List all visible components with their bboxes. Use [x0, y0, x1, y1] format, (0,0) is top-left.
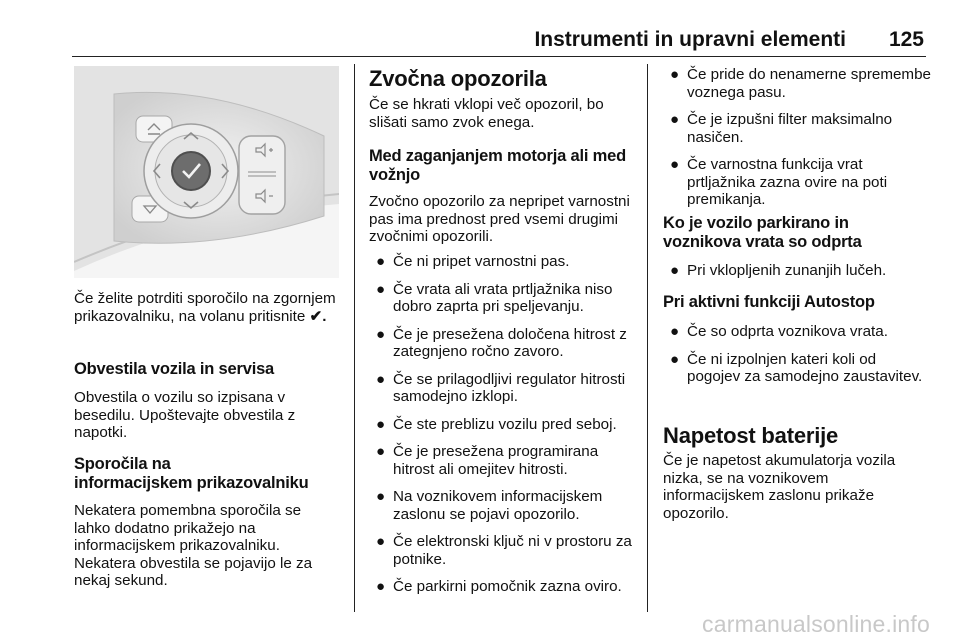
warning-conditions-list-continued: [663, 66, 933, 209]
bullet-icon: ●: [376, 280, 386, 298]
heading-info-display-messages: [74, 455, 344, 493]
list-item-text: Pri vklopljenih zunanjih lučeh.: [687, 262, 887, 279]
bullet-icon: ●: [376, 488, 386, 505]
list-item-text: Na voznikovem informacijskem zaslonu se pojavi opozorilo.: [393, 488, 603, 523]
paragraph-battery-voltage: Če je napetost akumulatorja vozila nizka, se na voznikovem informacijskem zaslonu prikaže opozorilo.: [663, 452, 896, 522]
bullet-icon: ●: [376, 370, 386, 388]
list-item: [663, 156, 933, 209]
parked-conditions-list: [663, 262, 933, 280]
heading-acoustic-warnings: Zvočna opozorila: [369, 66, 547, 91]
warning-conditions-list: [369, 253, 639, 596]
list-item: [663, 262, 933, 280]
paragraph-info-display-messages: Nekatera pomembna sporočila se lahko dodatno prikažejo na informacijskem prikazovalniku. Nekatera obvestila se pojavijo le za nekaj sekund.: [74, 502, 313, 589]
list-item: [663, 111, 933, 146]
list-item: [369, 326, 639, 361]
running-header-title: Instrumenti in upravni elementi: [534, 28, 846, 51]
bullet-icon: ●: [670, 262, 680, 279]
page-number: 125: [888, 28, 924, 51]
list-item: [369, 371, 639, 406]
heading-parked-door-open: Ko je vozilo parkirano in voznikova vrata so odprta: [663, 214, 862, 251]
bullet-icon: ●: [376, 253, 386, 270]
heading-line-1: Sporočila na: [74, 455, 171, 473]
bullet-icon: ●: [376, 533, 386, 550]
column-divider-2: [647, 64, 648, 612]
list-item: [369, 488, 639, 523]
list-item: [369, 533, 639, 568]
heading-line-2: informacijskem prikazovalniku: [74, 474, 309, 492]
list-item: [663, 66, 933, 101]
steering-wheel-controls-figure: [74, 66, 339, 278]
checkmark-symbol: ✔.: [309, 307, 327, 325]
list-item: [369, 281, 639, 316]
list-item-text: Če vrata ali vrata prtljažnika niso dobro zaprta pri speljevanju.: [393, 280, 613, 315]
bullet-icon: ●: [376, 325, 386, 343]
autostop-conditions-list: [663, 323, 933, 386]
list-item-text: Če elektronski ključ ni v prostoru za potnike.: [393, 533, 632, 568]
bullet-icon: ●: [670, 66, 680, 83]
list-item: [369, 443, 639, 478]
list-item: [369, 416, 639, 434]
paragraph-vehicle-messages: Obvestila o vozilu so izpisana v besedilu. Upoštevajte obvestila z napotki.: [74, 389, 296, 441]
watermark: carmanualsonline.info: [702, 611, 930, 637]
list-item: [663, 351, 933, 386]
header-rule: [72, 56, 926, 57]
list-item-text: Če je presežena programirana hitrost ali omejitev hitrosti.: [393, 443, 599, 478]
list-item-text: Če varnostna funkcija vrat prtljažnika zazna ovire na poti premikanja.: [687, 156, 888, 208]
list-item-text: Če so odprta voznikova vrata.: [687, 323, 888, 340]
heading-engine-start-driving: Med zaganjanjem motorja ali med vožnjo: [369, 147, 626, 184]
heading-vehicle-service-messages: Obvestila vozila in servisa: [74, 360, 275, 378]
bullet-icon: ●: [376, 415, 386, 433]
list-item: [369, 578, 639, 596]
list-item-text: Če je presežena določena hitrost z zategnjeno ročno zavoro.: [393, 325, 627, 360]
list-item: [369, 253, 639, 271]
list-item-text: Če parkirni pomočnik zazna oviro.: [393, 578, 622, 595]
steering-wheel-illustration: [74, 66, 339, 278]
list-item-text: Če pride do nenamerne spremembe voznega pasu.: [687, 66, 931, 101]
heading-battery-voltage: Napetost baterije: [663, 423, 839, 448]
bullet-icon: ●: [376, 443, 386, 460]
list-item-text: Če ni pripet varnostni pas.: [393, 253, 570, 270]
bullet-icon: ●: [376, 578, 386, 595]
bullet-icon: ●: [670, 156, 680, 173]
column-divider-1: [354, 64, 355, 612]
confirm-instruction-text: Če želite potrditi sporočilo na zgornjem prikazovalniku, na volanu pritisnite: [74, 290, 336, 325]
list-item-text: Če ste preblizu vozilu pred seboj.: [393, 415, 617, 433]
list-item-text: Če se prilagodljivi regulator hitrosti samodejno izklopi.: [393, 370, 626, 405]
bullet-icon: ●: [670, 323, 680, 340]
bullet-icon: ●: [670, 350, 680, 368]
list-item-text: Če ni izpolnjen kateri koli od pogojev za samodejno zaustavitev.: [687, 350, 923, 385]
paragraph-acoustic-warnings: Če se hkrati vklopi več opozoril, bo slišati samo zvok enega.: [369, 96, 604, 131]
list-item-text: Če je izpušni filter maksimalno nasičen.: [687, 111, 893, 146]
heading-autostop: Pri aktivni funkciji Autostop: [663, 293, 875, 311]
bullet-icon: ●: [670, 111, 680, 128]
paragraph-seatbelt-priority: Zvočno opozorilo za nepripet varnostni pas ima prednost pred vsemi drugimi zvočnimi opozorili.: [369, 193, 630, 245]
confirm-instruction: [74, 290, 339, 325]
list-item: [663, 323, 933, 341]
